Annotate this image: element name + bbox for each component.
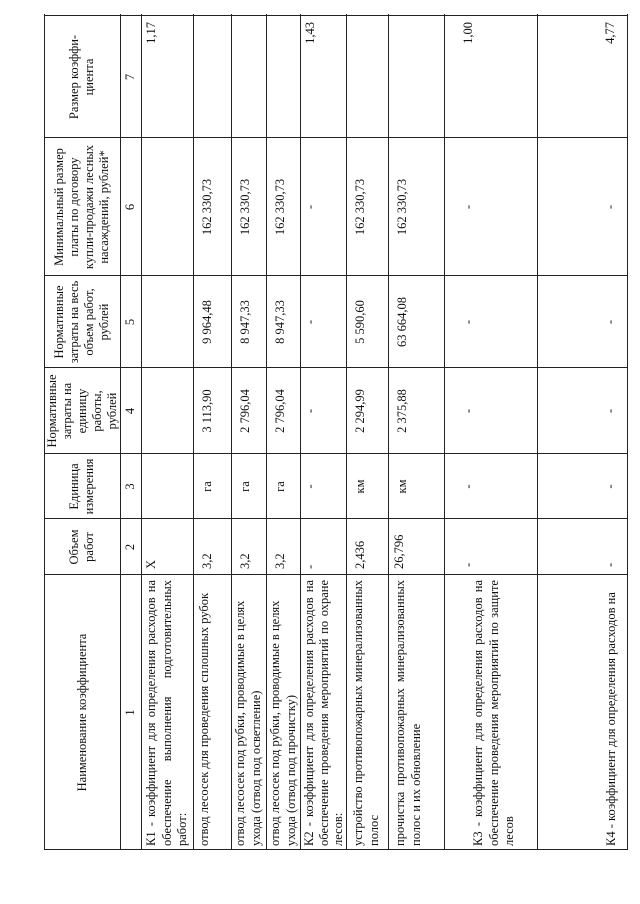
table-cell-cost-total: - — [461, 319, 475, 325]
table-cell-min-pay: - — [461, 204, 475, 210]
table-cell-cost-unit: - — [303, 408, 317, 414]
grid-line — [627, 14, 628, 850]
table-cell-min-pay: 162 330,73 — [273, 178, 287, 236]
table-cell-cost-total: 9 964,48 — [200, 300, 214, 344]
column-number: 3 — [123, 483, 137, 490]
header-unit: Единица измерения — [67, 458, 96, 515]
table-cell-unit: км — [395, 479, 409, 494]
table-cell-unit: - — [461, 484, 475, 489]
table-row-name: устройство противопожарных минерализованных полос — [351, 580, 381, 846]
table-cell-unit: - — [303, 484, 317, 489]
table-cell-volume: Х — [144, 559, 158, 569]
table-cell-cost-total: - — [303, 319, 317, 325]
table-cell-coef: 1,43 — [303, 22, 317, 44]
table-cell-unit: - — [603, 484, 617, 489]
table-cell-cost-total: - — [603, 319, 617, 325]
table-cell-volume: - — [303, 564, 317, 569]
table-cell-cost-total: 8 947,33 — [238, 300, 252, 344]
coefficient-table — [44, 14, 627, 850]
table-cell-cost-unit: - — [461, 408, 475, 414]
table-cell-coef: 4,77 — [603, 22, 617, 44]
header-min-pay: Минимальный размер платы по договору купли-продажи лесных насаждений, рублей* — [52, 144, 111, 270]
table-cell-cost-total: 63 664,08 — [395, 297, 409, 347]
table-cell-cost-total: 5 590,60 — [353, 300, 367, 344]
column-number: 4 — [123, 407, 137, 415]
table-cell-min-pay: 162 330,73 — [238, 178, 252, 236]
rotated-page — [44, 14, 627, 850]
table-cell-volume: 2,436 — [353, 540, 367, 569]
table-cell-unit: га — [200, 481, 214, 492]
table-row-name: К1 - коэффициент для определения расходов на обеспечение выполнения подготовительных работ: — [144, 580, 189, 846]
column-number: 5 — [123, 318, 137, 326]
column-number: 1 — [123, 709, 137, 716]
table-row-name: К4 - коэффициент для определения расходов на — [604, 592, 618, 846]
table-cell-min-pay: - — [303, 204, 317, 210]
header-volume: Объем работ — [67, 529, 96, 565]
table-cell-cost-unit: - — [603, 408, 617, 414]
table-cell-coef: 1,17 — [144, 22, 158, 44]
table-cell-cost-unit: 3 113,90 — [200, 389, 214, 433]
grid-line — [120, 14, 121, 850]
table-cell-cost-unit: 2 796,04 — [238, 389, 252, 433]
table-cell-cost-unit: 2 294,99 — [353, 389, 367, 433]
table-cell-min-pay: 162 330,73 — [353, 178, 367, 236]
table-cell-unit: км — [353, 479, 367, 494]
table-row-name: отвод лесосек под рубки, проводимые в целях ухода (отвод под осветление) — [233, 600, 263, 846]
table-cell-min-pay: 162 330,73 — [395, 178, 409, 236]
table-cell-volume: 3,2 — [200, 553, 214, 569]
header-coef: Размер коэффи-циента — [67, 34, 96, 120]
column-number: 7 — [123, 73, 137, 81]
table-cell-unit: га — [273, 481, 287, 492]
table-cell-volume: - — [461, 562, 475, 567]
table-cell-unit: га — [238, 481, 252, 492]
table-row-name: К3 - коэффициент для определения расходов на обеспечение проведения мероприятий по защите лесов — [471, 580, 516, 846]
table-cell-volume: - — [603, 562, 617, 567]
table-cell-volume: 26,796 — [392, 534, 406, 569]
header-name: Наименование коэффициента — [74, 633, 89, 792]
table-cell-cost-unit: 2 375,88 — [395, 389, 409, 433]
column-number: 6 — [123, 203, 137, 211]
table-cell-cost-unit: 2 796,04 — [273, 389, 287, 433]
table-row-name: прочистка противопожарных минерализованных полос и их обновление — [393, 580, 423, 846]
table-cell-cost-total: 8 947,33 — [273, 300, 287, 344]
table-row-name: отвод лесосек под рубки, проводимые в целях ухода (отвод под прочистку) — [268, 600, 298, 846]
table-cell-volume: 3,2 — [273, 553, 287, 569]
header-cost-unit: Нормативные затраты на единицу работы, рублей — [44, 374, 119, 448]
table-row-name: К2 - коэффициент для определения расходов на обеспечение проведения мероприятий по охране лесов: — [302, 580, 345, 846]
column-number: 2 — [123, 543, 137, 551]
table-cell-min-pay: - — [603, 204, 617, 210]
table-row-name: отвод лесосек для проведения сплошных рубок — [197, 592, 211, 846]
table-cell-coef: 1,00 — [461, 22, 475, 44]
table-cell-volume: 3,2 — [238, 553, 252, 569]
table-cell-min-pay: 162 330,73 — [200, 178, 214, 236]
header-cost-total: Нормативные затраты на весь объем работ, рублей — [52, 280, 111, 364]
